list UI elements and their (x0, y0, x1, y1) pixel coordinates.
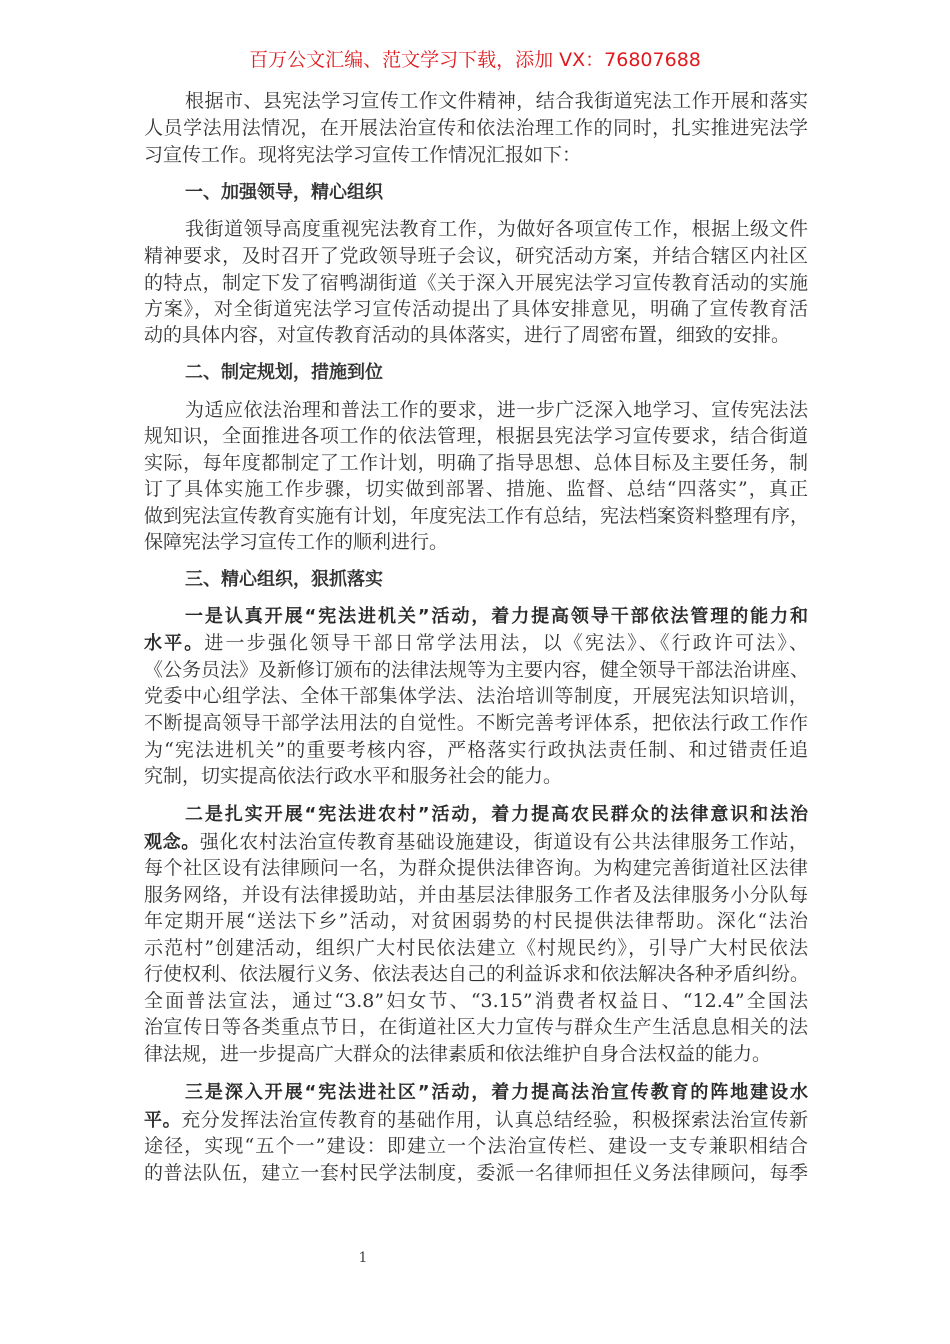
section-heading: 一、加强领导，精心组织 (185, 182, 383, 203)
paragraph-line: 治宣传日等各类重点节日，在街道社区大力宣传与群众生产生活息息相关的法 (144, 1016, 808, 1038)
paragraph-line: 的普法队伍，建立一套村民学法制度，委派一名律师担任义务法律顾问，每季 (144, 1162, 808, 1184)
paragraph-line: 示范村”创建活动，组织广大村民依法建立《村规民约》，引导广大村民依法 (144, 937, 808, 959)
paragraph-line: 《公务员法》及新修订颁布的法律法规等为主要内容，健全领导干部法治讲座、 (144, 659, 810, 681)
paragraph-line: 的特点，制定下发了宿鸭湖街道《关于深入开展宪法学习宣传教育活动的实施 (144, 272, 808, 294)
item-line-rest: 进一步强化领导干部日常学法用法，以《宪法》、《行政许可法》、 (204, 632, 808, 654)
paragraph-line: 订了具体实施工作步骤，切实做到部署、措施、监督、总结“四落实”，真正 (144, 478, 808, 500)
page-number: 1 (358, 1250, 368, 1266)
item-lead-bold-tail: 平。 (144, 1110, 182, 1131)
paragraph-line: 每个社区设有法律顾问一名，为群众提供法律咨询。为构建完善街道社区法律 (144, 857, 808, 879)
paragraph-line: 做到宪法宣传教育实施有计划，年度宪法工作有总结，宪法档案资料整理有序， (144, 505, 810, 527)
paragraph-line: 不断提高领导干部学法用法的自觉性。不断完善考评体系，把依法行政工作作 (144, 712, 808, 734)
watermark-banner: 百万公文汇编、范文学习下载，添加 VX：76807688 (249, 49, 701, 71)
paragraph-line: 律法规，进一步提高广大群众的法律素质和依法维护自身合法权益的能力。 (144, 1043, 772, 1065)
paragraph-line: 党委中心组学法、全体干部集体学法、法治培训等制度，开展宪法知识培训， (144, 685, 808, 707)
item-line-rest: 强化农村法治宣传教育基础设施建设，街道设有公共法律服务工作站， (199, 831, 809, 853)
item-lead-bold: 一是认真开展“宪法进机关”活动，着力提高领导干部依法管理的能力和 (185, 606, 808, 627)
section-heading: 三、精心组织，狠抓落实 (185, 569, 383, 590)
paragraph-line: 规知识，全面推进各项工作的依法管理，根据县宪法学习宣传要求，结合街道 (144, 425, 808, 447)
paragraph-line: 精神要求，及时召开了党政领导班子会议，研究活动方案，并结合辖区内社区 (144, 245, 808, 267)
paragraph-line: 途径，实现“五个一”建设：即建立一个法治宣传栏、建设一支专兼职相结合 (144, 1135, 808, 1157)
item-lead-bold: 二是扎实开展“宪法进农村”活动，着力提高农民群众的法律意识和法治 (185, 804, 808, 825)
item-lead-bold-tail: 水平。 (144, 633, 205, 654)
item-line-mixed (144, 630, 808, 656)
paragraph-line: 保障宪法学习宣传工作的顺利进行。 (144, 531, 449, 553)
paragraph-line: 服务网络，并设有法律援助站，并由基层法律服务工作者及法律服务小分队每 (144, 884, 808, 906)
intro-line: 习宣传工作。现将宪法学习宣传工作情况汇报如下： (144, 144, 582, 166)
item-lead-bold-tail: 观念。 (144, 832, 200, 853)
paragraph-line: 为适应依法治理和普法工作的要求，进一步广泛深入地学习、宣传宪法法 (185, 399, 808, 421)
paragraph-line: 行使权利、依法履行义务、依法表达自己的利益诉求和依法解决各种矛盾纠纷。 (144, 963, 810, 985)
section-heading: 二、制定规划，措施到位 (185, 362, 383, 383)
paragraph-line: 究制，切实提高依法行政水平和服务社会的能力。 (144, 765, 563, 787)
item-line-mixed (144, 829, 808, 855)
item-line-mixed (144, 1107, 808, 1133)
item-line-rest: 充分发挥法治宣传教育的基础作用，认真总结经验，积极探索法治宣传新 (181, 1109, 808, 1131)
paragraph-line: 为“宪法进机关”的重要考核内容，严格落实行政执法责任制、和过错责任追 (144, 739, 808, 761)
paragraph-line: 方案》，对全街道宪法学习宣传活动提出了具体安排意见，明确了宣传教育活 (144, 298, 808, 320)
paragraph-line: 全面普法宣法，通过“3.8”妇女节、“3.15”消费者权益日、“12.4”全国法 (144, 990, 808, 1012)
paragraph-line: 年定期开展“送法下乡”活动，对贫困弱势的村民提供法律帮助。深化“法治 (144, 910, 808, 932)
paragraph-line: 动的具体内容，对宣传教育活动的具体落实，进行了周密布置，细致的安排。 (144, 324, 791, 346)
paragraph-line: 我街道领导高度重视宪法教育工作，为做好各项宣传工作，根据上级文件 (185, 218, 808, 240)
item-lead-bold: 三是深入开展“宪法进社区”活动，着力提高法治宣传教育的阵地建设水 (185, 1082, 808, 1103)
intro-line: 人员学法用法情况，在开展法治宣传和依法治理工作的同时，扎实推进宪法学 (144, 117, 808, 139)
intro-line: 根据市、县宪法学习宣传工作文件精神，结合我街道宪法工作开展和落实 (185, 90, 808, 112)
paragraph-line: 实际，每年度都制定了工作计划，明确了指导思想、总体目标及主要任务，制 (144, 452, 808, 474)
